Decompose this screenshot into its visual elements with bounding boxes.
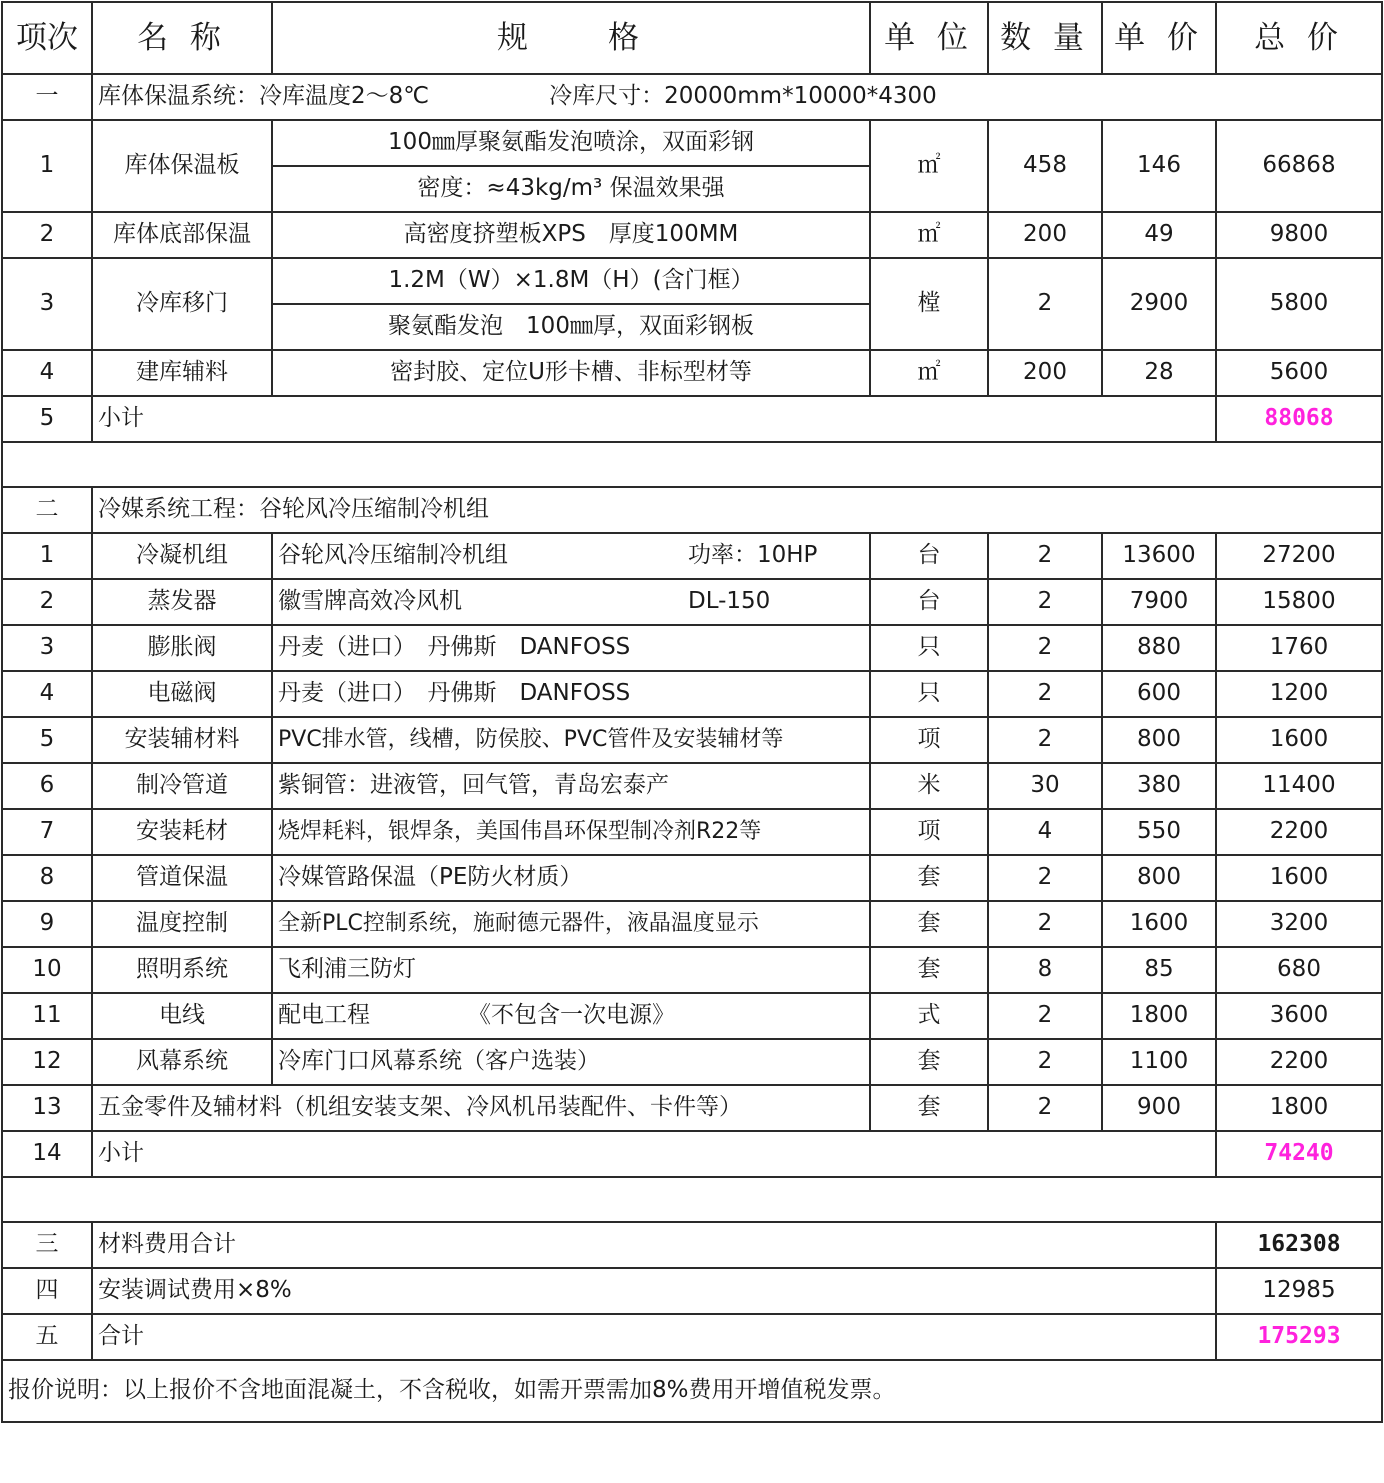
subtotal-value: 88068	[1216, 396, 1382, 442]
header-price: 单 价	[1102, 2, 1216, 74]
note-row	[2, 1360, 1382, 1422]
row-spec-main: 谷轮风冷压缩制冷机组	[278, 542, 508, 569]
row-spec: 丹麦（进口） 丹佛斯 DANFOSS	[272, 671, 870, 717]
spacer-cell	[2, 1177, 1382, 1222]
row-total: 11400	[1216, 763, 1382, 809]
section-header	[2, 487, 1382, 533]
section-header	[2, 74, 1382, 120]
row-price: 550	[1102, 809, 1216, 855]
row-spec: 冷库门口风幕系统（客户选装）	[272, 1039, 870, 1085]
subtotal-row	[2, 396, 1382, 442]
grand-total-row	[2, 1314, 1382, 1360]
material-total-value: 162308	[1216, 1222, 1382, 1268]
row-qty: 2	[988, 579, 1102, 625]
row-total: 680	[1216, 947, 1382, 993]
row-total: 1800	[1216, 1085, 1382, 1131]
row-no: 10	[2, 947, 92, 993]
row-name: 蒸发器	[92, 579, 272, 625]
subtotal-no: 5	[2, 396, 92, 442]
row-name: 库体保温板	[92, 120, 272, 212]
row-unit: 式	[870, 993, 988, 1039]
row-total: 3200	[1216, 901, 1382, 947]
summary-no: 五	[2, 1314, 92, 1360]
row-total: 15800	[1216, 579, 1382, 625]
row-name: 制冷管道	[92, 763, 272, 809]
row-no: 2	[2, 212, 92, 258]
row-price: 800	[1102, 855, 1216, 901]
row-total: 1600	[1216, 717, 1382, 763]
row-price: 7900	[1102, 579, 1216, 625]
row-spec: 1.2M（W）×1.8M（H）(含门框）	[272, 258, 870, 304]
section-no: 一	[2, 74, 92, 120]
row-price: 1800	[1102, 993, 1216, 1039]
row-unit: 只	[870, 671, 988, 717]
row-name: 照明系统	[92, 947, 272, 993]
row-price: 1600	[1102, 901, 1216, 947]
material-total-label: 材料费用合计	[92, 1222, 1216, 1268]
table-row	[2, 901, 1382, 947]
row-qty: 2	[988, 533, 1102, 579]
row-total: 1760	[1216, 625, 1382, 671]
spacer-cell	[2, 442, 1382, 487]
row-spec: 全新PLC控制系统，施耐德元器件，液晶温度显示	[272, 901, 870, 947]
row-spec: 紫铜管：进液管，回气管，青岛宏泰产	[272, 763, 870, 809]
row-qty: 8	[988, 947, 1102, 993]
row-price: 28	[1102, 350, 1216, 396]
section-no: 二	[2, 487, 92, 533]
row-qty: 200	[988, 212, 1102, 258]
row-unit: 套	[870, 1039, 988, 1085]
header-qty: 数 量	[988, 2, 1102, 74]
section-title: 库体保温系统：冷库温度2～8℃	[98, 83, 430, 110]
row-no: 11	[2, 993, 92, 1039]
row-qty: 2	[988, 901, 1102, 947]
row-spec	[272, 579, 870, 625]
row-no: 9	[2, 901, 92, 947]
row-qty: 2	[988, 671, 1102, 717]
row-name: 电线	[92, 993, 272, 1039]
row-qty: 2	[988, 717, 1102, 763]
row-spec: 五金零件及辅材料（机组安装支架、冷风机吊装配件、卡件等）	[92, 1085, 870, 1131]
row-no: 3	[2, 625, 92, 671]
row-total: 1600	[1216, 855, 1382, 901]
row-name: 冷凝机组	[92, 533, 272, 579]
row-unit: 只	[870, 625, 988, 671]
row-unit: 项	[870, 717, 988, 763]
table-row	[2, 993, 1382, 1039]
row-no: 8	[2, 855, 92, 901]
row-unit: 套	[870, 1085, 988, 1131]
summary-no: 三	[2, 1222, 92, 1268]
install-fee-row	[2, 1268, 1382, 1314]
row-spec-extra: 《不包含一次电源》	[468, 1002, 675, 1029]
header-spec: 规 格	[272, 2, 870, 74]
row-qty: 200	[988, 350, 1102, 396]
row-unit: 樘	[870, 258, 988, 350]
row-total: 66868	[1216, 120, 1382, 212]
row-total: 3600	[1216, 993, 1382, 1039]
row-no: 6	[2, 763, 92, 809]
row-price: 800	[1102, 717, 1216, 763]
row-spec-extra: DL-150	[688, 588, 771, 615]
header-unit: 单 位	[870, 2, 988, 74]
table-row	[2, 1039, 1382, 1085]
row-spec: 飞利浦三防灯	[272, 947, 870, 993]
section-title-cell	[92, 74, 1382, 120]
table-row	[2, 717, 1382, 763]
row-qty: 2	[988, 993, 1102, 1039]
row-price: 1100	[1102, 1039, 1216, 1085]
row-unit: ㎡	[870, 120, 988, 212]
row-spec: 冷媒管路保温（PE防火材质）	[272, 855, 870, 901]
row-unit: ㎡	[870, 212, 988, 258]
row-unit: 套	[870, 947, 988, 993]
subtotal-label: 小计	[92, 396, 1216, 442]
row-spec: 100㎜厚聚氨酯发泡喷涂，双面彩钢	[272, 120, 870, 166]
header-no: 项次	[2, 2, 92, 74]
row-unit: ㎡	[870, 350, 988, 396]
row-spec	[272, 993, 870, 1039]
row-spec: 密封胶、定位U形卡槽、非标型材等	[272, 350, 870, 396]
row-spec-extra: 功率：10HP	[688, 542, 818, 569]
section-size: 冷库尺寸：20000mm*10000*4300	[549, 83, 937, 110]
row-price: 85	[1102, 947, 1216, 993]
table-row	[2, 671, 1382, 717]
row-price: 380	[1102, 763, 1216, 809]
row-no: 12	[2, 1039, 92, 1085]
table-row	[2, 947, 1382, 993]
row-qty: 2	[988, 1039, 1102, 1085]
grand-total-value: 175293	[1216, 1314, 1382, 1360]
row-name: 管道保温	[92, 855, 272, 901]
row-qty: 2	[988, 855, 1102, 901]
row-spec: 高密度挤塑板XPS 厚度100MM	[272, 212, 870, 258]
row-qty: 2	[988, 1085, 1102, 1131]
table-row	[2, 625, 1382, 671]
row-name: 建库辅料	[92, 350, 272, 396]
row-price: 900	[1102, 1085, 1216, 1131]
subtotal-no: 14	[2, 1131, 92, 1177]
table-row	[2, 855, 1382, 901]
row-name: 安装耗材	[92, 809, 272, 855]
row-spec: PVC排水管，线槽，防侯胶、PVC管件及安装辅材等	[272, 717, 870, 763]
row-total: 27200	[1216, 533, 1382, 579]
row-total: 5600	[1216, 350, 1382, 396]
row-no: 1	[2, 533, 92, 579]
table-row	[2, 212, 1382, 258]
row-no: 4	[2, 350, 92, 396]
row-spec: 丹麦（进口） 丹佛斯 DANFOSS	[272, 625, 870, 671]
row-qty: 30	[988, 763, 1102, 809]
table-row	[2, 809, 1382, 855]
row-spec: 聚氨酯发泡 100㎜厚，双面彩钢板	[272, 304, 870, 350]
row-qty: 4	[988, 809, 1102, 855]
row-unit: 套	[870, 855, 988, 901]
row-unit: 米	[870, 763, 988, 809]
row-name: 风幕系统	[92, 1039, 272, 1085]
install-fee-label: 安装调试费用×8%	[92, 1268, 1216, 1314]
row-total: 5800	[1216, 258, 1382, 350]
material-total-row	[2, 1222, 1382, 1268]
row-total: 1200	[1216, 671, 1382, 717]
row-qty: 2	[988, 625, 1102, 671]
table-row	[2, 1085, 1382, 1131]
quotation-sheet	[0, 1, 1384, 1483]
table-row	[2, 350, 1382, 396]
row-name: 电磁阀	[92, 671, 272, 717]
row-spec: 烧焊耗料，银焊条，美国伟昌环保型制冷剂R22等	[272, 809, 870, 855]
row-unit: 台	[870, 579, 988, 625]
table-row	[2, 579, 1382, 625]
row-name: 冷库移门	[92, 258, 272, 350]
row-total: 2200	[1216, 809, 1382, 855]
row-name: 温度控制	[92, 901, 272, 947]
row-no: 3	[2, 258, 92, 350]
header-total: 总 价	[1216, 2, 1382, 74]
row-no: 13	[2, 1085, 92, 1131]
row-unit: 套	[870, 901, 988, 947]
row-price: 600	[1102, 671, 1216, 717]
row-total: 2200	[1216, 1039, 1382, 1085]
spacer-row	[2, 1177, 1382, 1222]
subtotal-value: 74240	[1216, 1131, 1382, 1177]
row-unit: 项	[870, 809, 988, 855]
quote-note: 报价说明：以上报价不含地面混凝土，不含税收，如需开票需加8%费用开增值税发票。	[2, 1360, 1382, 1422]
row-spec-main: 徽雪牌高效冷风机	[278, 588, 462, 615]
row-total: 9800	[1216, 212, 1382, 258]
header-row	[2, 2, 1382, 74]
row-name: 膨胀阀	[92, 625, 272, 671]
row-no: 4	[2, 671, 92, 717]
spacer-row	[2, 442, 1382, 487]
row-spec: 密度：≈43kg/m³ 保温效果强	[272, 166, 870, 212]
table-row	[2, 533, 1382, 579]
install-fee-value: 12985	[1216, 1268, 1382, 1314]
grand-total-label: 合计	[92, 1314, 1216, 1360]
row-no: 7	[2, 809, 92, 855]
subtotal-label: 小计	[92, 1131, 1216, 1177]
section-title: 冷媒系统工程：谷轮风冷压缩制冷机组	[92, 487, 1382, 533]
row-no: 1	[2, 120, 92, 212]
row-name: 安装辅材料	[92, 717, 272, 763]
table-row	[2, 120, 1382, 166]
row-spec	[272, 533, 870, 579]
row-price: 880	[1102, 625, 1216, 671]
row-price: 49	[1102, 212, 1216, 258]
header-name: 名 称	[92, 2, 272, 74]
row-no: 5	[2, 717, 92, 763]
row-spec-main: 配电工程	[278, 1002, 370, 1029]
row-price: 2900	[1102, 258, 1216, 350]
row-qty: 2	[988, 258, 1102, 350]
row-qty: 458	[988, 120, 1102, 212]
table-row	[2, 763, 1382, 809]
subtotal-row	[2, 1131, 1382, 1177]
row-no: 2	[2, 579, 92, 625]
row-unit: 台	[870, 533, 988, 579]
row-price: 146	[1102, 120, 1216, 212]
summary-no: 四	[2, 1268, 92, 1314]
table-row	[2, 258, 1382, 304]
row-price: 13600	[1102, 533, 1216, 579]
quotation-table	[1, 1, 1383, 1423]
row-name: 库体底部保温	[92, 212, 272, 258]
